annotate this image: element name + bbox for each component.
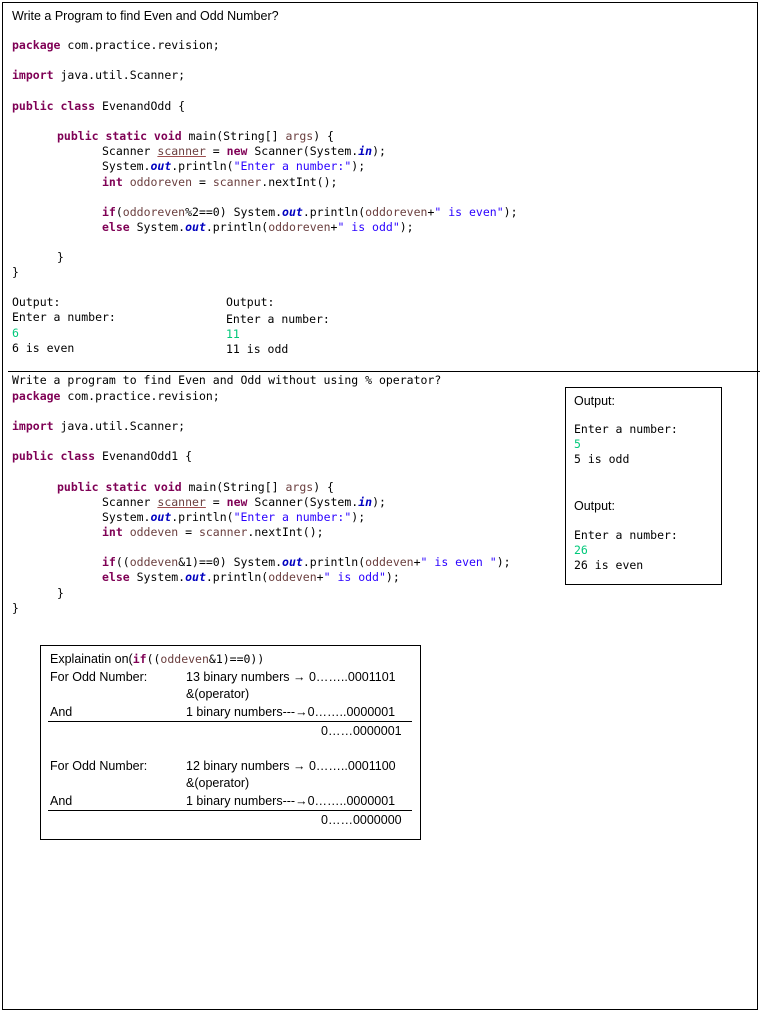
code-text: &1)==0)) <box>208 652 265 666</box>
code-line-class <box>12 99 185 114</box>
code-line-if <box>102 555 511 570</box>
code-field: in <box>358 495 373 509</box>
code-text: + <box>330 220 338 234</box>
output-prompt: Enter a number: <box>574 422 678 436</box>
code-text: (( <box>146 652 161 666</box>
code-text: System. <box>102 159 151 173</box>
code-text: .println( <box>205 220 269 234</box>
code-text: + <box>316 570 324 584</box>
output-label: Output: <box>574 499 615 513</box>
code-text: = <box>205 144 227 158</box>
code-text: %2==0) System. <box>185 205 283 219</box>
code-string: " is even" <box>434 205 504 219</box>
code-text: ); <box>372 144 386 158</box>
explanation-title <box>50 651 264 667</box>
code-var: scanner <box>212 175 262 189</box>
code-line-close-inner: } <box>57 250 64 264</box>
keyword: new <box>226 495 248 509</box>
code-line-scanner <box>102 495 386 510</box>
code-text: (( <box>115 555 130 569</box>
code-text: System. <box>102 510 151 524</box>
block2-rule <box>48 810 412 811</box>
output-prompt: Enter a number: <box>574 528 678 542</box>
code-text: EvenandOdd1 { <box>95 449 193 463</box>
code-text: Scanner(System. <box>247 144 359 158</box>
code-var: oddoreven <box>122 205 186 219</box>
code-var: oddoreven <box>268 220 331 234</box>
code-text: ( <box>115 205 123 219</box>
code-text: ); <box>399 220 414 234</box>
code-line-else <box>102 220 414 235</box>
code-var: oddoreven <box>365 205 428 219</box>
code-var: oddeven <box>129 555 179 569</box>
section1-title: Write a Program to find Even and Odd Number? <box>12 9 279 23</box>
keyword: if <box>132 652 147 666</box>
code-var: args <box>285 480 314 494</box>
block1-line2: 1 binary numbers---→0……..0000001 <box>186 705 396 719</box>
keyword: import <box>12 419 54 433</box>
code-text: &1)==0) System. <box>178 555 283 569</box>
block2-label: For Odd Number: <box>50 759 148 773</box>
code-text: System. <box>129 220 186 234</box>
code-field: out <box>150 510 172 524</box>
code-text: EvenandOdd { <box>95 99 186 113</box>
code-text: = <box>192 175 213 189</box>
keyword: public static void <box>57 480 182 494</box>
output-result: 5 is odd <box>574 452 630 466</box>
code-text: .nextInt(); <box>261 175 338 189</box>
output-label: Output: <box>574 394 615 408</box>
code-var: oddeven <box>365 555 414 569</box>
block1-line1: 13 binary numbers → 0……..0001101 <box>186 670 396 684</box>
keyword: else <box>102 220 130 234</box>
code-field: out <box>282 555 303 569</box>
code-line-package <box>12 389 220 404</box>
code-text: ); <box>503 205 518 219</box>
output-label: Output: <box>12 295 61 309</box>
code-var: scanner <box>157 144 206 158</box>
code-text: .println( <box>302 205 366 219</box>
code-field: out <box>150 159 172 173</box>
code-var: oddeven <box>122 525 179 539</box>
code-string: " is even " <box>420 555 497 569</box>
code-line-main <box>57 129 334 144</box>
code-var: oddeven <box>160 652 209 666</box>
code-text: ) { <box>313 129 334 143</box>
code-line-close-outer: } <box>12 601 19 615</box>
code-line-int <box>102 175 337 190</box>
code-line-int <box>102 525 324 540</box>
block2-result: 0……0000000 <box>321 813 402 827</box>
code-line-close-outer: } <box>12 265 19 279</box>
section2-title: Write a program to find Even and Odd without using % operator? <box>12 373 442 387</box>
keyword: int <box>102 175 123 189</box>
code-string: " is odd" <box>337 220 400 234</box>
code-line-main <box>57 480 334 495</box>
code-string: "Enter a number:" <box>233 159 352 173</box>
code-field: out <box>185 220 206 234</box>
block1-operator: &(operator) <box>186 687 250 701</box>
block1-and-label: And <box>50 705 73 719</box>
block2-and-label: And <box>50 794 73 808</box>
code-text: + <box>427 205 435 219</box>
code-text: ); <box>385 570 400 584</box>
keyword: package <box>12 38 61 52</box>
code-line-package <box>12 38 220 53</box>
code-text: java.util.Scanner; <box>53 68 186 82</box>
code-field: out <box>282 205 303 219</box>
block2-operator: &(operator) <box>186 776 250 790</box>
keyword: if <box>102 555 116 569</box>
code-line-scanner <box>102 144 386 159</box>
code-text: main(String[] <box>181 480 286 494</box>
code-text: .nextInt(); <box>247 525 324 539</box>
code-string: " is odd" <box>323 570 386 584</box>
keyword: public class <box>12 449 96 463</box>
section-divider <box>8 371 760 372</box>
code-var: oddoreven <box>122 175 193 189</box>
block1-label: For Odd Number: <box>50 670 148 684</box>
code-var: oddeven <box>268 570 317 584</box>
code-field: in <box>358 144 373 158</box>
code-string: "Enter a number:" <box>233 510 352 524</box>
code-text: Scanner <box>102 495 158 509</box>
code-text: = <box>178 525 199 539</box>
keyword: new <box>226 144 248 158</box>
output-label: Output: <box>226 295 275 309</box>
code-var: scanner <box>198 525 248 539</box>
code-text: java.util.Scanner; <box>53 419 186 433</box>
code-text: ) { <box>313 480 334 494</box>
output-prompt: Enter a number: <box>226 312 330 326</box>
code-var: scanner <box>157 495 206 509</box>
output-prompt: Enter a number: <box>12 310 116 324</box>
keyword: import <box>12 68 54 82</box>
code-text: main(String[] <box>181 129 286 143</box>
code-text: .println( <box>171 159 234 173</box>
explanation-title-text: Explainatin on( <box>50 652 133 666</box>
code-text: Scanner(System. <box>247 495 359 509</box>
keyword: package <box>12 389 61 403</box>
code-line-print <box>102 510 365 525</box>
keyword: public static void <box>57 129 182 143</box>
keyword: if <box>102 205 116 219</box>
keyword: else <box>102 570 130 584</box>
block1-rule <box>48 721 412 722</box>
output-result: 6 is even <box>12 341 75 355</box>
code-text: = <box>205 495 227 509</box>
code-line-close-inner: } <box>57 586 64 600</box>
code-line-import <box>12 68 185 83</box>
code-text: com.practice.revision; <box>60 38 220 52</box>
code-text: System. <box>129 570 186 584</box>
keyword: public class <box>12 99 96 113</box>
code-line-else <box>102 570 400 585</box>
code-text: ); <box>496 555 511 569</box>
keyword: int <box>102 525 123 539</box>
code-text: ); <box>351 510 366 524</box>
output-input: 26 <box>574 543 588 557</box>
code-text: Scanner <box>102 144 158 158</box>
code-var: args <box>285 129 314 143</box>
code-text: ); <box>372 495 386 509</box>
code-text: com.practice.revision; <box>60 389 220 403</box>
output-result: 11 is odd <box>226 342 289 356</box>
output-input: 11 <box>226 327 240 341</box>
output-result: 26 is even <box>574 558 644 572</box>
code-text: .println( <box>205 570 269 584</box>
output-input: 5 <box>574 437 581 451</box>
code-field: out <box>185 570 206 584</box>
block2-line2: 1 binary numbers---→0……..0000001 <box>186 794 396 808</box>
code-line-class <box>12 449 192 464</box>
code-line-if <box>102 205 518 220</box>
block1-result: 0……0000001 <box>321 724 402 738</box>
code-text: + <box>413 555 421 569</box>
section2-output-box <box>565 387 722 585</box>
code-line-print <box>102 159 365 174</box>
code-text: .println( <box>302 555 366 569</box>
code-line-import <box>12 419 185 434</box>
code-text: .println( <box>171 510 234 524</box>
block2-line1: 12 binary numbers → 0……..0001100 <box>186 759 396 773</box>
output-input: 6 <box>12 326 19 340</box>
code-text: ); <box>351 159 366 173</box>
